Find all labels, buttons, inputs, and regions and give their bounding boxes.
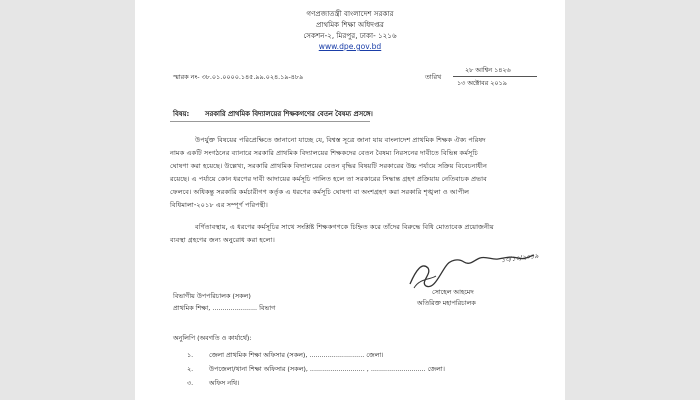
directorate-name: প্রাথমিক শিক্ষা অধিদপ্তর: [316, 20, 384, 29]
govt-title: গণপ্রজাতন্ত্রী বাংলাদেশ সরকার: [306, 9, 394, 18]
office-address: সেকশন-২, মিরপুর, ঢাকা- ১২১৬: [303, 31, 397, 40]
addressee-line-2: প্রাথমিক শিক্ষা, ...................... বিভাগ: [173, 304, 276, 312]
memo-number: স্মারক নং- ৩৮.০১.০০০০.১৪৫.৯৯.০২৪.১৯-৪৮৯: [173, 73, 304, 81]
copy-item-number: ২.: [187, 365, 194, 373]
paragraph-line: বর্ণিতাবস্থায়, এ ধরণের কর্মসূচির সাথে সংশ্লিষ্ট শিক্ষকগণকে চিহ্নিত করে তাঁদের বিরুদ্ধে বিধি মোতাবেক প্রয়োজনীয়: [195, 223, 494, 231]
signatory-designation: অতিরিক্ত মহাপরিচালক: [417, 299, 476, 307]
website-link[interactable]: www.dpe.gov.bd: [318, 42, 382, 51]
paragraph-line: ব্যবস্থা গ্রহণের জন্য অনুরোধ করা হলো।: [170, 236, 275, 244]
document-page: [135, 0, 565, 400]
website-link-wrap: [135, 43, 565, 51]
paragraph-line: বিধিমালা-২০১৮ এর সম্পূর্ণ পরিপন্থী।: [170, 201, 268, 209]
copy-item-text: উপজেলা/থানা শিক্ষা অফিসার (সকল), ........................... , ........................... জেলা।: [209, 365, 445, 373]
paragraph-line: নামক একটি সংগঠনের ব্যানারে সরকারি প্রাথমিক বিদ্যালয়ের শিক্ষকদের বেতন বৈষম্য নিরসনের দাবীতে বিভিন্ন কর্মসূচি: [170, 149, 478, 157]
signatory-name: সোহেল আহমেদ: [432, 288, 474, 296]
addressee-line-1: বিভাগীয় উপপরিচালক (সকল): [173, 292, 251, 300]
paragraph-line: উপর্যুক্ত বিষয়ের পরিপ্রেক্ষিতে জানানো যাচ্ছে যে, বিশ্বস্ত সূত্রে জানা যায় বাংলাদেশ প্রাথমিক শিক্ষক ঐক্য পরিষদ: [195, 136, 486, 144]
copy-item-number: ৩.: [187, 379, 194, 387]
copy-item-text: জেলা প্রাথমিক শিক্ষা অফিসার (সকল), ........................... জেলা।: [209, 351, 384, 359]
subject-underline: [170, 121, 370, 122]
subject-label: বিষয়:: [173, 110, 190, 118]
date-english: ১৩ অক্টোবর ২০১৯: [457, 79, 507, 87]
subject-text: সরকারি প্রাথমিক বিদ্যালয়ের শিক্ষকগণের বেতন বৈষম্য প্রসঙ্গে।: [205, 110, 373, 118]
date-bangla: ২৮ আশ্বিন ১৪২৬: [465, 66, 511, 74]
copies-label: অনুলিপি (অবগতি ও কার্যার্থে):: [173, 334, 252, 342]
handwritten-date: ১৩/১০/২০১৯: [500, 251, 539, 265]
paragraph-line: ঘোষণা করা হয়েছে। উল্লেখ্য, সরকারি প্রাথমিক বিদ্যালয়ের বেতন বৃদ্ধির বিষয়টি সরকারের উচ্চ পর্যায়ে সক্রিয় বিবেচনাধীন: [170, 162, 487, 170]
paragraph-line: রয়েছে। এ পর্যায়ে কোন ধরণের দাবী আদায়ের কর্মসূচি পালিত হলে তা সরকারের সিদ্ধান্ত গ্রহণ প্রক্রিয়ায় নেতিবাচক প্রভাব: [170, 175, 487, 183]
paragraph-line: ফেলবে। অধিকন্তু সরকারি কর্মচারীগণ কর্তৃক এ ধরণের কর্মসূচি ঘোষণা বা অংশগ্রহণ করা সরকারি শৃঙ্খলা ও আপীল: [170, 188, 470, 196]
copy-item-text: অফিস নথি।: [209, 379, 240, 387]
date-divider: [453, 76, 537, 77]
copy-item-number: ১.: [187, 351, 194, 359]
date-label: তারিখ: [425, 73, 442, 81]
